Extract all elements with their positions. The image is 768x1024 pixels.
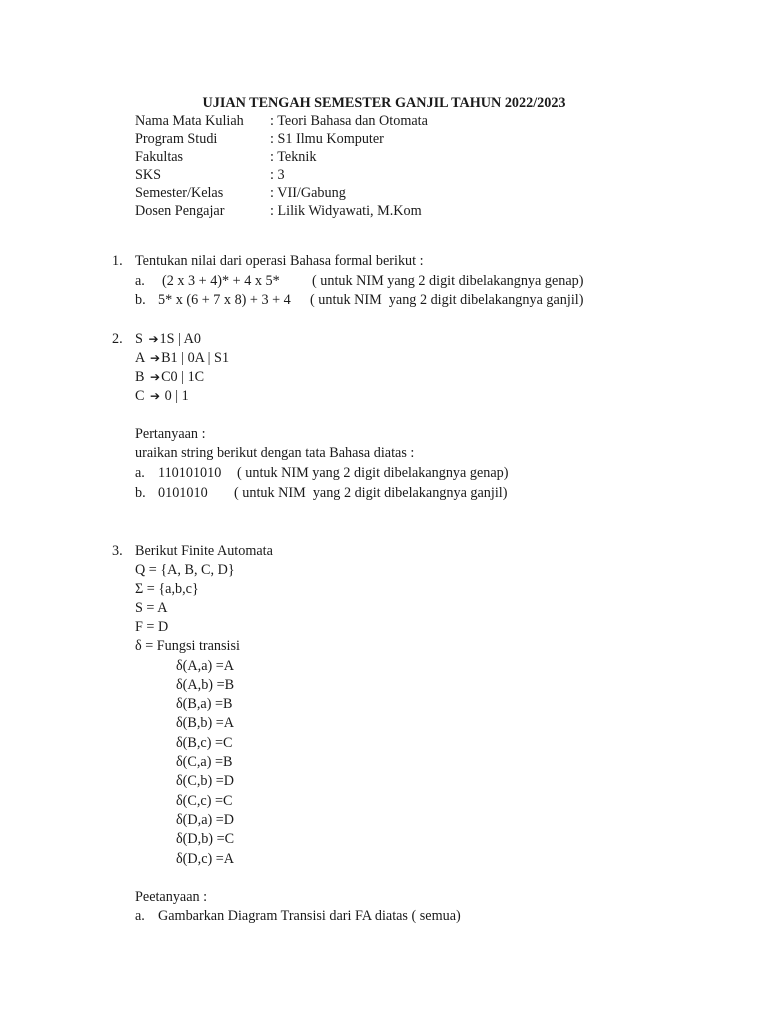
transition-row: δ(B,a) =B <box>176 696 233 712</box>
q3-delta-label: δ = Fungsi transisi <box>135 638 240 654</box>
rule-rhs: C0 | 1C <box>161 369 205 385</box>
header-label-course: Nama Mata Kuliah <box>135 113 244 129</box>
arrow-icon: ➔ <box>150 351 161 365</box>
transition-row: δ(B,c) =C <box>176 735 233 751</box>
arrow-icon: ➔ <box>150 389 161 403</box>
rule-lhs: A <box>135 350 145 366</box>
q2-b-marker: b. <box>135 485 146 501</box>
transition-row: δ(C,b) =D <box>176 773 235 789</box>
q1-b-note: ( untuk NIM yang 2 digit dibelakangnya ganjil) <box>310 292 584 308</box>
header-value-faculty: : Teknik <box>270 149 317 165</box>
header-label-sks: SKS <box>135 167 162 183</box>
q1-a-note: ( untuk NIM yang 2 digit dibelakangnya genap) <box>312 273 584 289</box>
rule-rhs: B1 | 0A | S1 <box>161 350 230 366</box>
q3-number: 3. <box>112 543 123 559</box>
header-label-program: Program Studi <box>135 131 218 147</box>
q3-start-state: S = A <box>135 600 168 616</box>
transition-row: δ(B,b) =A <box>176 715 235 731</box>
header-label-semester: Semester/Kelas <box>135 185 224 201</box>
header-label-lecturer: Dosen Pengajar <box>135 203 225 219</box>
q1-a-expression: (2 x 3 + 4)* + 4 x 5* <box>162 273 280 289</box>
q2-rule-b <box>135 368 204 387</box>
header-value-lecturer: : Lilik Widyawati, M.Kom <box>270 203 422 219</box>
q3-a-marker: a. <box>135 908 145 924</box>
q2-number: 2. <box>112 331 123 347</box>
rule-rhs: 0 | 1 <box>161 388 189 404</box>
transition-row: δ(D,b) =C <box>176 831 235 847</box>
header-label-faculty: Fakultas <box>135 149 184 165</box>
q2-a-marker: a. <box>135 465 145 481</box>
q2-rule-a <box>135 349 229 368</box>
q2-a-string: 110101010 <box>158 465 222 481</box>
transition-row: δ(D,c) =A <box>176 851 235 867</box>
transition-row: δ(D,a) =D <box>176 812 235 828</box>
q2-rule-c <box>135 387 189 406</box>
q2-b-string: 0101010 <box>158 485 208 501</box>
header-value-semester: : VII/Gabung <box>270 185 346 201</box>
transition-row: δ(C,c) =C <box>176 793 233 809</box>
q1-text: Tentukan nilai dari operasi Bahasa formal berikut : <box>135 253 424 269</box>
exam-title: UJIAN TENGAH SEMESTER GANJIL TAHUN 2022/2023 <box>202 95 566 111</box>
q3-final-state: F = D <box>135 619 169 635</box>
transition-row: δ(A,b) =B <box>176 677 235 693</box>
rule-lhs: B <box>135 369 145 385</box>
q1-a-marker: a. <box>135 273 145 289</box>
q2-a-note: ( untuk NIM yang 2 digit dibelakangnya genap) <box>237 465 509 481</box>
q3-alphabet: Σ = {a,b,c} <box>135 581 199 597</box>
q3-states: Q = {A, B, C, D} <box>135 562 235 578</box>
transition-row: δ(A,a) =A <box>176 658 235 674</box>
q2-question-text: uraikan string berikut dengan tata Bahasa diatas : <box>135 445 415 461</box>
header-value-program: : S1 Ilmu Komputer <box>270 131 384 147</box>
transition-row: δ(C,a) =B <box>176 754 233 770</box>
q2-rule-s <box>135 330 201 349</box>
rule-rhs: 1S | A0 <box>159 331 201 347</box>
header-value-sks: : 3 <box>270 167 285 183</box>
q3-text: Berikut Finite Automata <box>135 543 273 559</box>
q2-b-note: ( untuk NIM yang 2 digit dibelakangnya ganjil) <box>234 485 508 501</box>
q1-b-marker: b. <box>135 292 146 308</box>
rule-lhs: S <box>135 331 143 347</box>
q2-question-label: Pertanyaan : <box>135 426 206 442</box>
header-value-course: : Teori Bahasa dan Otomata <box>270 113 428 129</box>
rule-lhs: C <box>135 388 145 404</box>
q3-a-text: Gambarkan Diagram Transisi dari FA diatas ( semua) <box>158 908 461 924</box>
q1-number: 1. <box>112 253 123 269</box>
q1-b-expression: 5* x (6 + 7 x 8) + 3 + 4 <box>158 292 291 308</box>
arrow-icon: ➔ <box>150 370 161 384</box>
arrow-icon: ➔ <box>148 332 159 346</box>
q3-question-label: Peetanyaan : <box>135 889 208 905</box>
